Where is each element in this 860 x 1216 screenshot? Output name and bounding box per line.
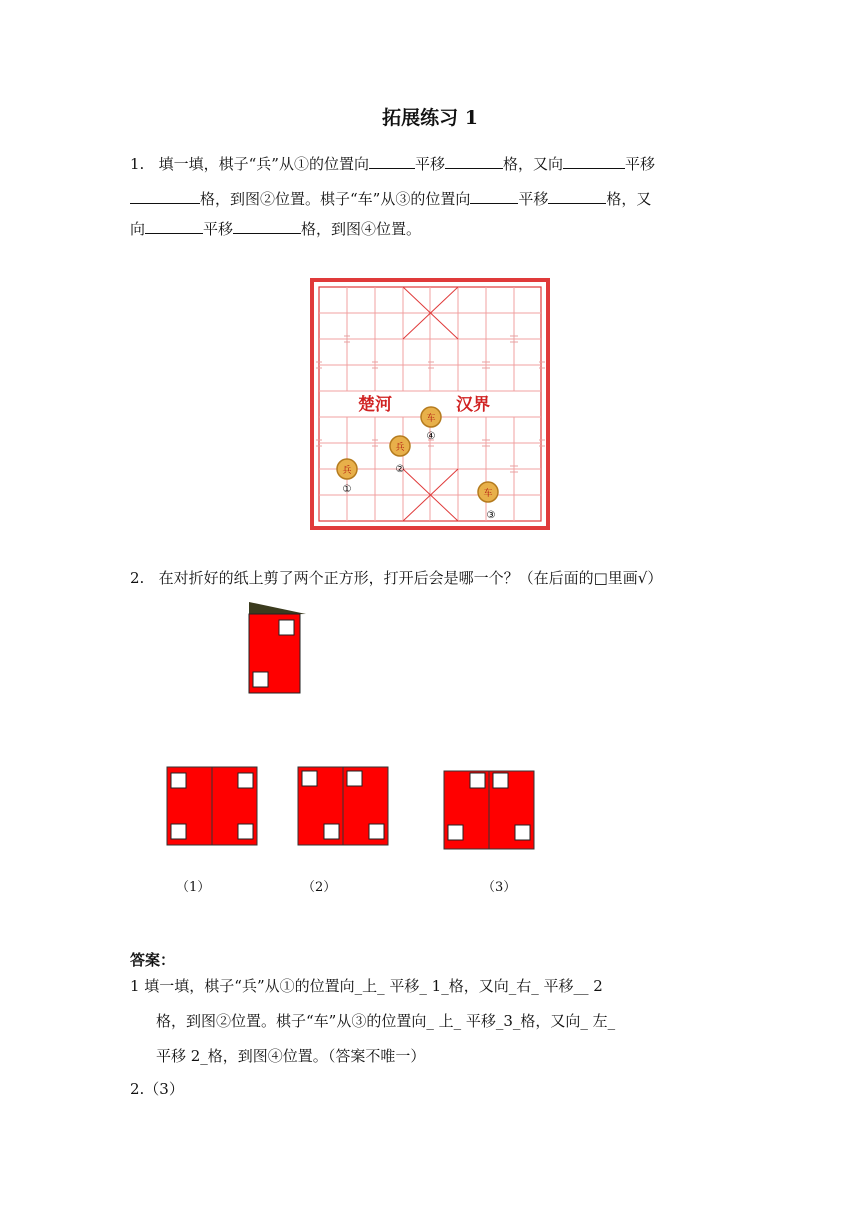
q1-text: 格，又 [606, 190, 652, 208]
piece-bing-2 [390, 436, 410, 456]
svg-text:兵: 兵 [395, 443, 405, 453]
q1-text: 格，到图②位置。棋子“车”从③的位置向 [200, 190, 471, 208]
piece-che-4 [421, 407, 441, 427]
option-1-label: （1） [176, 880, 211, 895]
page-title: 拓展练习 1 [382, 107, 478, 129]
q1-text: 向 [130, 220, 146, 238]
q1-text: 平移 [203, 220, 234, 238]
q1-text: 平移 [518, 190, 549, 208]
option-3-paper[interactable] [443, 770, 535, 850]
answer-line-1: 1 填一填，棋子“兵”从①的位置向_上_ 平移_ 1_格，又向_右_ 平移__ 2 [130, 977, 603, 995]
option-3-label: （3） [482, 880, 517, 895]
q1-line-1 [130, 153, 730, 174]
svg-text:车: 车 [426, 414, 436, 424]
piece-che-3 [478, 482, 498, 502]
svg-text:车: 车 [483, 489, 493, 499]
answer-blank[interactable] [563, 153, 625, 169]
q1-text: 平移 [625, 155, 656, 173]
answer-blank[interactable] [548, 188, 606, 204]
q1-text: 格，到图④位置。 [301, 220, 422, 238]
marker-1: ① [342, 484, 352, 495]
marker-3: ③ [486, 510, 496, 521]
river-left-text: 楚河 [358, 395, 392, 415]
folded-paper [246, 602, 310, 694]
answer-line-4: 2.（3） [130, 1080, 184, 1098]
q1-text: 平移 [414, 155, 445, 173]
q1-line-3 [130, 218, 730, 239]
marker-2: ② [395, 464, 405, 475]
answer-blank[interactable] [470, 188, 518, 204]
answer-blank[interactable] [369, 153, 415, 169]
answer-blank[interactable] [145, 218, 203, 234]
answer-line-2: 格，到图②位置。棋子“车”从③的位置向_ 上_ 平移_3_格，又向_ 左_ [156, 1012, 616, 1030]
option-2-paper[interactable] [297, 766, 389, 846]
river-right-text: 汉界 [456, 395, 490, 415]
q2-text: 在对折好的纸上剪了两个正方形，打开后会是哪一个？（在后面的□里画√） [158, 569, 663, 587]
q1-text: 填一填，棋子“兵”从①的位置向 [158, 155, 369, 173]
svg-text:兵: 兵 [342, 466, 352, 476]
q2-number: 2. [130, 569, 145, 587]
q1-line-2 [130, 188, 730, 209]
q1-text: 格，又向 [502, 155, 563, 173]
piece-bing-1 [337, 459, 357, 479]
answer-line-3: 平移 2_格，到图④位置。（答案不唯一） [156, 1047, 426, 1065]
answer-blank[interactable] [130, 188, 200, 204]
q1-number: 1. [130, 155, 145, 173]
q2-line [130, 568, 730, 588]
answer-blank[interactable] [445, 153, 503, 169]
answer-blank[interactable] [233, 218, 301, 234]
chess-board [310, 278, 550, 530]
option-1-paper[interactable] [166, 766, 258, 846]
option-2-label: （2） [302, 880, 337, 895]
marker-4: ④ [426, 431, 436, 442]
answer-heading: 答案： [130, 951, 176, 969]
